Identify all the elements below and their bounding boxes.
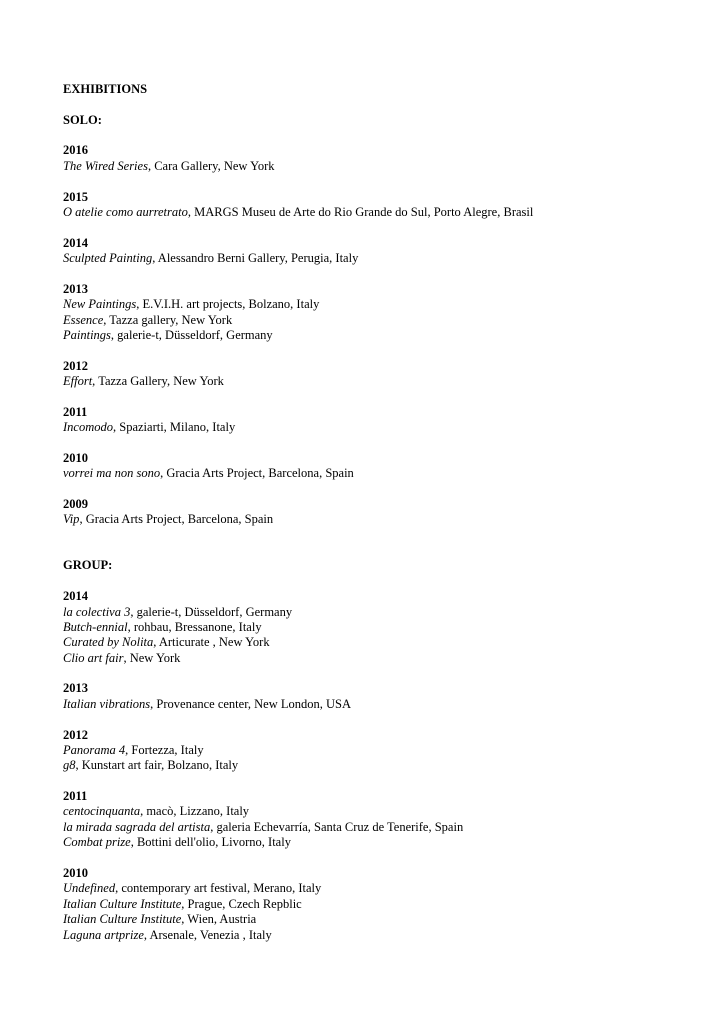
exhibition-title: Combat prize [63,835,131,850]
exhibition-title: Italian Culture Institute [63,912,182,927]
year-block [63,866,703,943]
year-label: 2013 [63,281,88,296]
exhibition-venue: , Tazza Gallery, New York [92,374,224,389]
exhibition-title: centocinquanta [63,804,141,819]
exhibition-venue: , galeria Echevarría, Santa Cruz de Tenerife, Spain [210,819,464,834]
exhibition-entry [63,820,703,835]
exhibition-title: la colectiva 3 [63,604,131,619]
section-spacer [63,543,703,558]
exhibition-venue: , rohbau, Bressanone, Italy [127,619,262,634]
year-label: 2010 [63,450,88,465]
exhibition-title: Essence [63,312,104,327]
exhibition-entry [63,328,703,343]
exhibition-entry [63,651,703,666]
year-block [63,359,703,390]
exhibition-title: Butch-ennial [63,619,128,634]
exhibition-entry [63,697,703,712]
exhibition-entry [63,605,703,620]
exhibition-title: O atelie como aurretrato [63,204,188,219]
exhibition-venue: , galerie-t, Düsseldorf, Germany [110,327,273,342]
exhibition-entry [63,297,703,312]
exhibition-title: The Wired Series [63,158,148,173]
exhibition-entry [63,635,703,650]
exhibition-venue: , New York [123,650,181,665]
exhibition-venue: , Alessandro Berni Gallery, Perugia, Italy [152,251,359,266]
exhibition-venue: , contemporary art festival, Merano, Italy [115,881,322,896]
exhibition-title: vorrei ma non sono [63,466,161,481]
exhibition-venue: , Cara Gallery, New York [147,158,275,173]
exhibition-venue: , E.V.I.H. art projects, Bolzano, Italy [136,297,320,312]
year-block [63,190,703,221]
exhibition-venue: , Tazza gallery, New York [103,312,233,327]
exhibition-venue: , Bottini dell'olio, Livorno, Italy [130,835,291,850]
year-block [63,497,703,528]
exhibition-venue: , Kunstart art fair, Bolzano, Italy [75,758,239,773]
exhibition-entry [63,928,703,943]
exhibition-title: Incomodo [63,420,113,435]
exhibition-entry [63,897,703,912]
group-heading: GROUP: [63,558,113,573]
exhibition-title: Effort [63,374,93,389]
year-block [63,728,703,774]
exhibition-entry [63,835,703,850]
solo-exhibitions-list [63,143,703,527]
year-label: 2012 [63,727,88,742]
exhibition-entry [63,313,703,328]
year-label: 2014 [63,589,88,604]
exhibition-venue: , Prague, Czech Repblic [181,896,302,911]
exhibition-entry [63,758,703,773]
year-block [63,405,703,436]
exhibition-venue: , MARGS Museu de Arte do Rio Grande do Sul, Porto Alegre, Brasil [187,204,534,219]
exhibition-entry [63,466,703,481]
exhibition-title: Clio art fair [63,650,124,665]
exhibition-venue: , Gracia Arts Project, Barcelona, Spain [160,466,354,481]
exhibition-title: Panorama 4 [63,742,126,757]
exhibition-title: g8 [63,758,76,773]
exhibition-title: la mirada sagrada del artista [63,819,211,834]
page-title: EXHIBITIONS [63,82,148,96]
solo-heading: SOLO: [63,112,102,127]
exhibition-title: Italian Culture Institute [63,896,182,911]
year-label: 2016 [63,143,88,158]
exhibition-entry [63,804,703,819]
year-label: 2010 [63,865,88,880]
exhibition-title: Curated by Nolita [63,635,154,650]
year-block [63,589,703,666]
year-block [63,681,703,712]
exhibition-venue: , galerie-t, Düsseldorf, Germany [130,604,293,619]
exhibition-title: Paintings [63,327,111,342]
exhibition-venue: , Arsenale, Venezia , Italy [143,927,272,942]
exhibition-entry [63,512,703,527]
exhibition-title: Sculpted Painting [63,251,153,266]
exhibition-entry [63,912,703,927]
exhibition-entry [63,420,703,435]
exhibition-title: Vip [63,512,80,527]
year-label: 2009 [63,496,88,511]
exhibition-entry [63,620,703,635]
exhibition-title: Laguna artprize [63,927,144,942]
year-label: 2012 [63,358,88,373]
year-block [63,236,703,267]
year-label: 2011 [63,404,88,419]
year-label: 2015 [63,189,88,204]
year-label: 2011 [63,789,88,804]
exhibition-title: New Paintings [63,297,137,312]
exhibition-entry [63,251,703,266]
exhibition-entry [63,374,703,389]
exhibition-venue: , Spaziarti, Milano, Italy [113,420,236,435]
exhibition-venue: , Gracia Arts Project, Barcelona, Spain [79,512,274,527]
year-block [63,451,703,482]
exhibition-venue: , Provenance center, New London, USA [150,696,351,711]
cv-page [63,82,703,958]
exhibition-entry [63,743,703,758]
year-label: 2014 [63,235,88,250]
exhibition-entry [63,159,703,174]
exhibition-venue: , Articurate , New York [153,635,270,650]
exhibition-entry [63,881,703,896]
exhibition-title: Undefined [63,881,116,896]
exhibition-venue: , Fortezza, Italy [125,742,204,757]
exhibition-venue: , Wien, Austria [181,912,257,927]
exhibition-title: Italian vibrations [63,696,151,711]
year-block [63,789,703,851]
group-exhibitions-list [63,589,703,943]
year-block [63,282,703,344]
year-block [63,143,703,174]
exhibition-entry [63,205,703,220]
exhibition-venue: , macò, Lizzano, Italy [140,804,250,819]
year-label: 2013 [63,681,88,696]
